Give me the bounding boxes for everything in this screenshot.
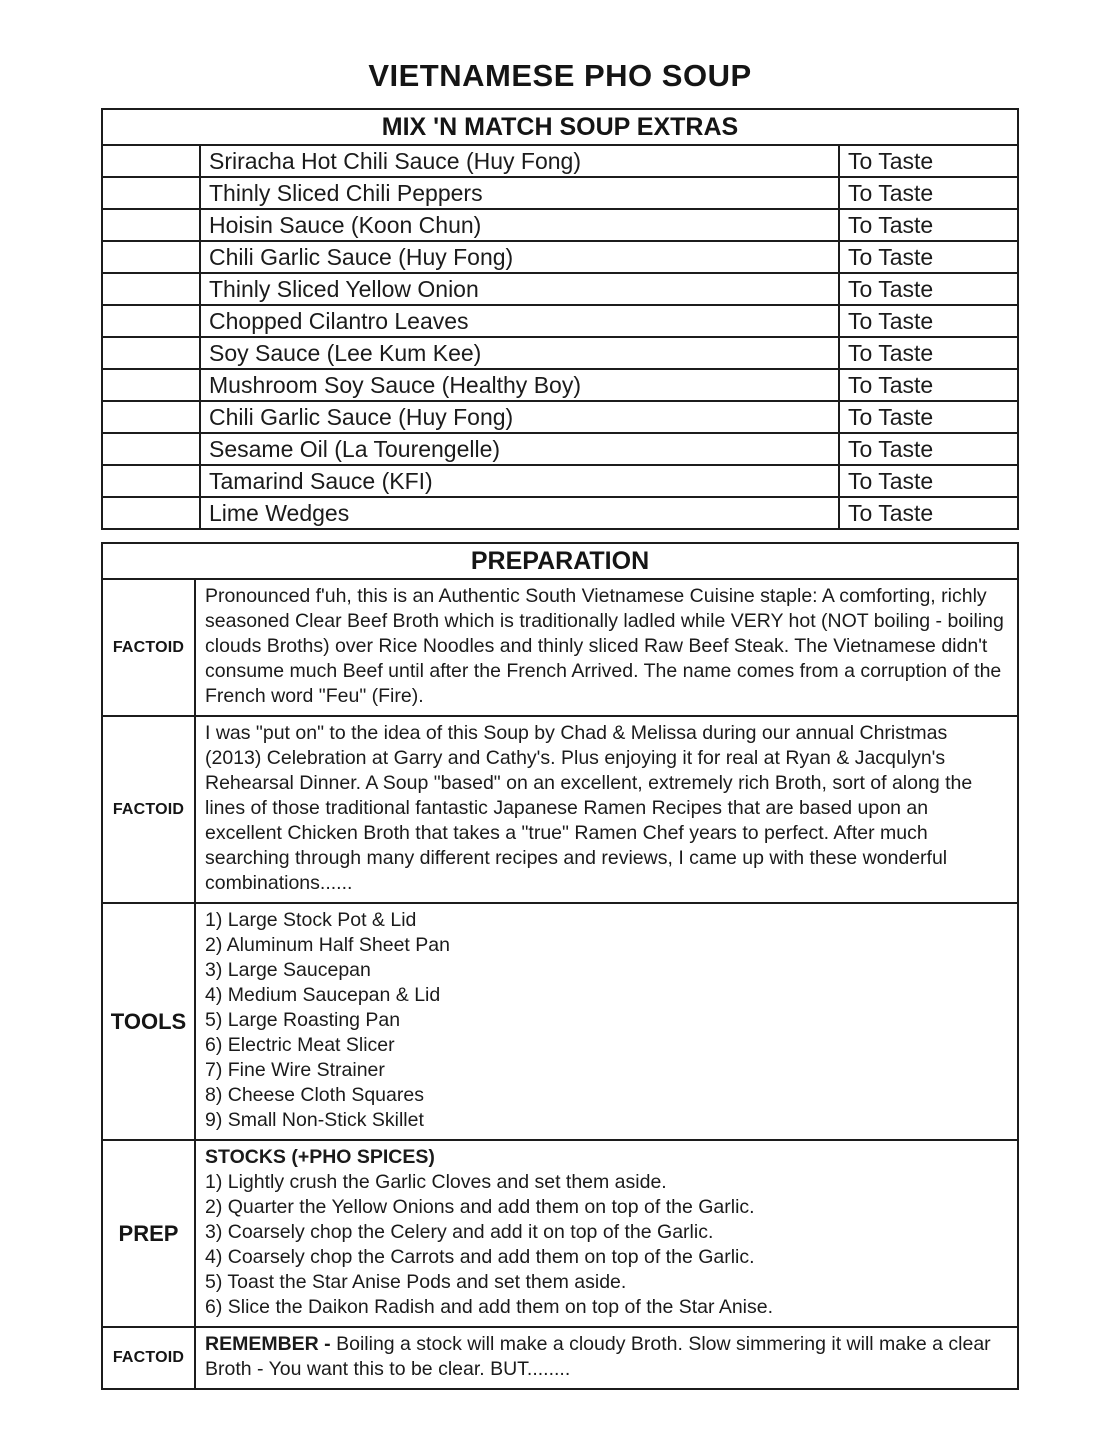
prep-row-content (195, 1327, 1018, 1389)
extras-cell-amount: To Taste (839, 241, 1018, 273)
extras-table-body (102, 145, 1018, 529)
extras-cell-amount: To Taste (839, 497, 1018, 529)
extras-header: MIX 'N MATCH SOUP EXTRAS (102, 109, 1018, 145)
extras-cell-amount: To Taste (839, 401, 1018, 433)
prep-row-label: FACTOID (102, 579, 195, 716)
extras-cell-blank (102, 433, 200, 465)
extras-table (101, 108, 1019, 530)
extras-row (102, 465, 1018, 497)
prep-row (102, 579, 1018, 716)
prep-content-paragraph: I was "put on" to the idea of this Soup by Chad & Melissa during our annual Christmas (2013) Celebration at Garry and Cathy's. Plus enjoying it for real at Ryan & Jacqulyn's Rehearsal Dinner. A Soup "based" on an excellent, extremely rich Broth, sort of along the lines of those traditional fantastic Japanese Ramen Recipes that are based upon an excellent Chicken Broth that takes a "true" Ramen Chef years to perfect. After much searching through many different recipes and reviews, I came up with these wonderful combinations...... (205, 722, 973, 894)
prep-content-line: 8) Cheese Cloth Squares (205, 1084, 424, 1106)
extras-cell-blank (102, 273, 200, 305)
extras-cell-amount: To Taste (839, 369, 1018, 401)
prep-row-label: FACTOID (102, 1327, 195, 1389)
prep-content-line: 5) Toast the Star Anise Pods and set them aside. (205, 1271, 627, 1293)
extras-cell-amount: To Taste (839, 145, 1018, 177)
prep-row-content (195, 1140, 1018, 1327)
prep-row-content (195, 716, 1018, 903)
prep-content-line: 1) Large Stock Pot & Lid (205, 909, 417, 931)
extras-row (102, 209, 1018, 241)
extras-cell-item: Sriracha Hot Chili Sauce (Huy Fong) (200, 145, 839, 177)
extras-cell-blank (102, 241, 200, 273)
prep-content-line: 6) Electric Meat Slicer (205, 1034, 395, 1056)
prep-content-line: 2) Aluminum Half Sheet Pan (205, 934, 450, 956)
prep-row (102, 1327, 1018, 1389)
extras-cell-blank (102, 305, 200, 337)
extras-row (102, 401, 1018, 433)
extras-cell-amount: To Taste (839, 305, 1018, 337)
extras-cell-item: Sesame Oil (La Tourengelle) (200, 433, 839, 465)
extras-cell-item: Tamarind Sauce (KFI) (200, 465, 839, 497)
prep-content-line: 6) Slice the Daikon Radish and add them on top of the Star Anise. (205, 1296, 774, 1318)
prep-row-label: PREP (102, 1140, 195, 1327)
prep-content-line: 9) Small Non-Stick Skillet (205, 1109, 424, 1131)
prep-content-line: 3) Coarsely chop the Celery and add it on top of the Garlic. (205, 1221, 714, 1243)
extras-row (102, 337, 1018, 369)
extras-cell-item: Chili Garlic Sauce (Huy Fong) (200, 401, 839, 433)
prep-row (102, 1140, 1018, 1327)
extras-row (102, 145, 1018, 177)
prep-content-paragraph: REMEMBER - Boiling a stock will make a cloudy Broth. Slow simmering it will make a clear Broth - You want this to be clear. BUT........ (205, 1333, 991, 1380)
prep-content-heading: STOCKS (+PHO SPICES) (205, 1146, 435, 1168)
prep-content-line: 2) Quarter the Yellow Onions and add them on top of the Garlic. (205, 1196, 755, 1218)
extras-cell-blank (102, 401, 200, 433)
extras-cell-item: Hoisin Sauce (Koon Chun) (200, 209, 839, 241)
prep-content-line: 7) Fine Wire Strainer (205, 1059, 385, 1081)
page-title: VIETNAMESE PHO SOUP (368, 58, 752, 93)
extras-cell-item: Chopped Cilantro Leaves (200, 305, 839, 337)
extras-cell-blank (102, 145, 200, 177)
preparation-header: PREPARATION (102, 543, 1018, 579)
extras-row (102, 433, 1018, 465)
extras-row (102, 369, 1018, 401)
extras-cell-item: Thinly Sliced Yellow Onion (200, 273, 839, 305)
prep-row-label: TOOLS (102, 903, 195, 1140)
prep-row-content (195, 903, 1018, 1140)
extras-row (102, 305, 1018, 337)
prep-row-content (195, 579, 1018, 716)
extras-cell-blank (102, 337, 200, 369)
prep-row (102, 903, 1018, 1140)
preparation-table-body (102, 579, 1018, 1389)
extras-cell-item: Chili Garlic Sauce (Huy Fong) (200, 241, 839, 273)
prep-content-line: 1) Lightly crush the Garlic Cloves and set them aside. (205, 1171, 667, 1193)
extras-row (102, 273, 1018, 305)
extras-cell-item: Mushroom Soy Sauce (Healthy Boy) (200, 369, 839, 401)
extras-cell-amount: To Taste (839, 337, 1018, 369)
preparation-table (101, 542, 1019, 1390)
extras-row (102, 241, 1018, 273)
prep-content-line: 3) Large Saucepan (205, 959, 371, 981)
extras-row (102, 177, 1018, 209)
extras-cell-amount: To Taste (839, 177, 1018, 209)
prep-row (102, 716, 1018, 903)
extras-cell-blank (102, 465, 200, 497)
extras-header-row (102, 109, 1018, 145)
extras-cell-amount: To Taste (839, 465, 1018, 497)
prep-content-line: 5) Large Roasting Pan (205, 1009, 401, 1031)
preparation-header-row (102, 543, 1018, 579)
extras-cell-amount: To Taste (839, 273, 1018, 305)
extras-row (102, 497, 1018, 529)
extras-cell-blank (102, 497, 200, 529)
prep-content-line: 4) Coarsely chop the Carrots and add them on top of the Garlic. (205, 1246, 755, 1268)
extras-cell-item: Soy Sauce (Lee Kum Kee) (200, 337, 839, 369)
prep-row-label: FACTOID (102, 716, 195, 903)
extras-cell-amount: To Taste (839, 209, 1018, 241)
extras-cell-amount: To Taste (839, 433, 1018, 465)
extras-cell-item: Thinly Sliced Chili Peppers (200, 177, 839, 209)
prep-content-paragraph: Pronounced f'uh, this is an Authentic South Vietnamese Cuisine staple: A comforting, richly seasoned Clear Beef Broth which is traditionally ladled while VERY hot (NOT boiling - boiling clouds Broths) over Rice Noodles and thinly sliced Raw Beef Steak. The Vietnamese didn't consume much Beef until after the French Arrived. The name comes from a corruption of the French word "Feu" (Fire). (205, 585, 1004, 707)
extras-cell-item: Lime Wedges (200, 497, 839, 529)
extras-cell-blank (102, 209, 200, 241)
extras-cell-blank (102, 177, 200, 209)
prep-content-line: 4) Medium Saucepan & Lid (205, 984, 441, 1006)
extras-cell-blank (102, 369, 200, 401)
document-body (101, 108, 1019, 1390)
